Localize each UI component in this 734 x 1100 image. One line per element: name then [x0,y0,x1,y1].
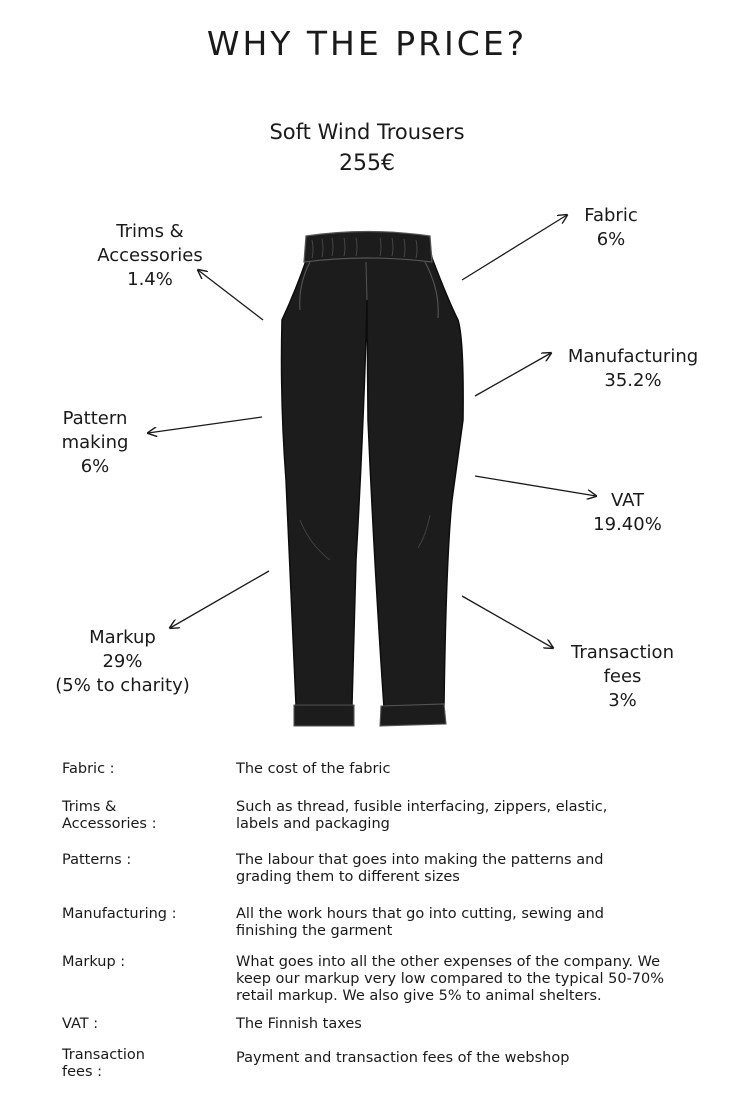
definition-term-patterns: Patterns : [62,852,132,868]
trousers-illustration-icon [282,232,464,727]
callout-manufacturing-label: Manufacturing [567,346,699,367]
arrow-icon [462,596,553,648]
definition-term-trims: Trims & Accessories : [62,799,157,832]
arrow-icon [170,571,269,628]
arrow-icon [148,417,262,433]
arrow-icon [462,215,567,280]
callout-manufacturing-percent: 35.2% [604,370,662,391]
callout-pattern-label-1: Pattern [62,408,128,429]
callout-markup-label: Markup [89,627,156,648]
callout-vat [570,489,685,537]
callout-trims-label-2: Accessories [97,245,203,266]
callout-trims-label-1: Trims & [116,221,184,242]
callout-vat-percent: 19.40% [593,514,662,535]
callout-fabric [561,204,661,252]
callout-fabric-label: Fabric [584,205,638,226]
definition-desc-trims: Such as thread, fusible interfacing, zippers, elastic, labels and packaging [236,799,608,832]
callout-pattern-label-2: making [61,432,129,453]
callout-fabric-percent: 6% [596,229,626,250]
product-name: Soft Wind Trousers [269,120,465,144]
callout-trims [80,220,220,292]
callout-manufacturing [548,345,718,393]
definition-term-markup: Markup : [62,954,126,970]
definition-desc-transaction: Payment and transaction fees of the webshop [236,1050,570,1066]
definition-desc-fabric: The cost of the fabric [236,761,391,777]
product-price: 255€ [339,151,395,176]
callout-transaction-label-2: fees [603,666,642,687]
callout-markup-note: (5% to charity) [55,675,190,696]
definition-term-fabric: Fabric : [62,761,115,777]
definition-term-vat: VAT : [62,1016,99,1032]
callout-transaction-percent: 3% [608,690,637,711]
definition-desc-vat: The Finnish taxes [236,1016,362,1032]
callout-markup [40,626,205,698]
definition-term-transaction: Transaction fees : [62,1047,145,1080]
callout-pattern-percent: 6% [80,456,110,477]
definition-desc-manufacturing: All the work hours that go into cutting, sewing and finishing the garment [236,906,605,939]
callout-transaction [555,641,690,713]
callout-trims-percent: 1.4% [127,269,173,290]
callout-transaction-label-1: Transaction [571,642,674,663]
arrow-icon [475,353,551,396]
definition-term-manufacturing: Manufacturing : [62,906,177,922]
callout-markup-percent: 29% [102,651,143,672]
callout-vat-label: VAT [610,490,645,511]
definition-desc-markup: What goes into all the other expenses of the company. We keep our markup very low compared to the typical 50-70% retail markup. We also give 5% to animal shelters. [236,954,665,1004]
page-title: WHY THE PRICE? [206,24,528,63]
definition-desc-patterns: The labour that goes into making the patterns and grading them to different sizes [236,852,604,885]
callout-pattern [40,407,150,479]
